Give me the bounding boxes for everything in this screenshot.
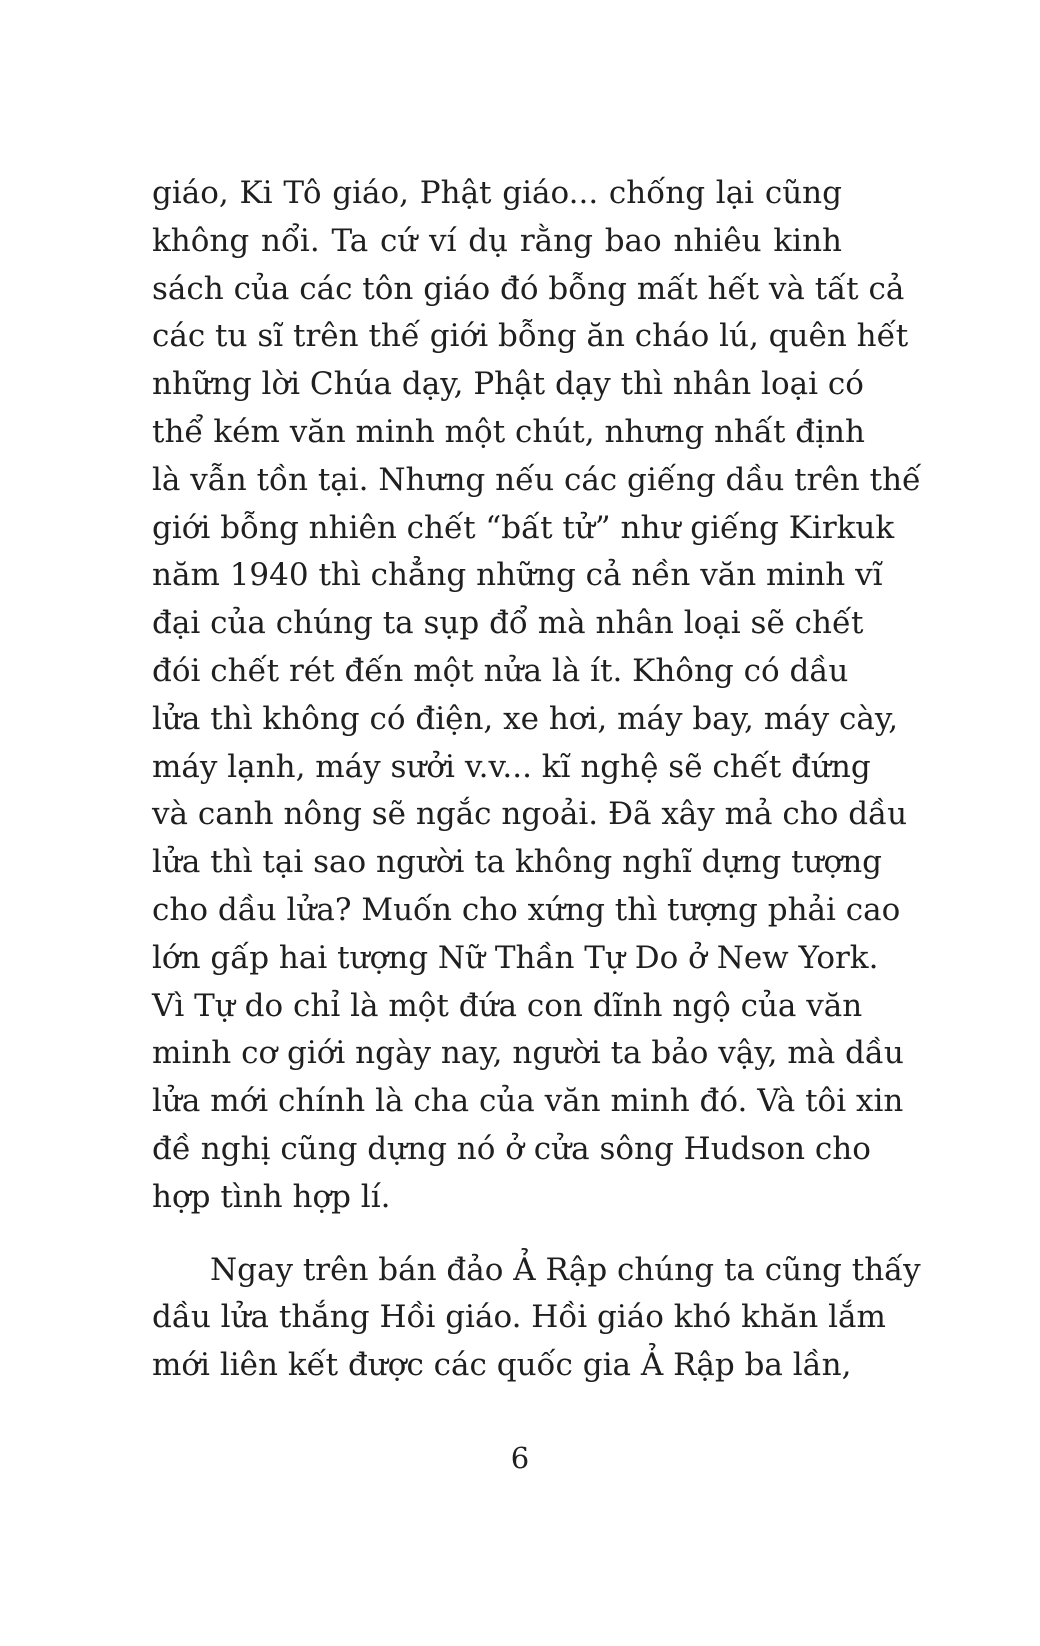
text-line: đói chết rét đến một nửa là ít. Không có dầu — [152, 652, 849, 689]
paragraph-gap — [152, 1222, 842, 1247]
text-line: lửa mới chính là cha của văn minh đó. Và tôi xin — [152, 1083, 904, 1120]
text-line: lớn gấp hai tượng Nữ Thần Tự Do ở New York. — [152, 939, 879, 976]
text-line: đại của chúng ta sụp đổ mà nhân loại sẽ chết — [152, 605, 864, 642]
text-line: sách của các tôn giáo đó bỗng mất hết và tất cả — [152, 270, 905, 307]
text-line: và canh nông sẽ ngắc ngoải. Đã xây mả cho dầu — [152, 796, 908, 833]
text-line: mới liên kết được các quốc gia Ả Rập ba lần, — [152, 1347, 852, 1384]
text-line: là vẫn tồn tại. Nhưng nếu các giếng dầu trên thế — [152, 461, 922, 498]
text-line: hợp tình hợp lí. — [152, 1178, 391, 1215]
text-line: Ngay trên bán đảo Ả Rập chúng ta cũng thấy — [210, 1251, 921, 1288]
body-text — [152, 170, 922, 1390]
text-line: Vì Tự do chỉ là một đứa con dĩnh ngộ của văn — [152, 987, 863, 1024]
text-line: lửa thì không có điện, xe hơi, máy bay, máy cày, — [152, 700, 899, 737]
paragraph-1 — [152, 170, 922, 1222]
text-line: giáo, Ki Tô giáo, Phật giáo... chống lại cũng — [152, 175, 842, 211]
text-line: minh cơ giới ngày nay, người ta bảo vậy, mà dầu — [152, 1035, 904, 1072]
text-line: thể kém văn minh một chút, nhưng nhất định — [152, 413, 865, 450]
text-line: máy lạnh, máy sưởi v.v... kĩ nghệ sẽ chết đứng — [152, 748, 871, 785]
text-line: năm 1940 thì chẳng những cả nền văn minh vĩ — [152, 557, 883, 594]
text-line: cho dầu lửa? Muốn cho xứng thì tượng phải cao — [152, 891, 901, 928]
text-line: đề nghị cũng dựng nó ở cửa sông Hudson cho — [152, 1130, 871, 1167]
text-line: những lời Chúa dạy, Phật dạy thì nhân loại có — [152, 366, 864, 403]
text-line: các tu sĩ trên thế giới bỗng ăn cháo lú, quên hết — [152, 318, 909, 355]
page-number: 6 — [510, 1441, 530, 1475]
paragraph-2 — [152, 1247, 921, 1390]
text-line: dầu lửa thắng Hồi giáo. Hồi giáo khó khăn lắm — [152, 1299, 886, 1336]
text-line: giới bỗng nhiên chết “bất tử” như giếng Kirkuk — [152, 509, 895, 546]
text-line: lửa thì tại sao người ta không nghĩ dựng tượng — [152, 844, 883, 881]
text-line: không nổi. Ta cứ ví dụ rằng bao nhiêu kinh — [152, 222, 842, 259]
